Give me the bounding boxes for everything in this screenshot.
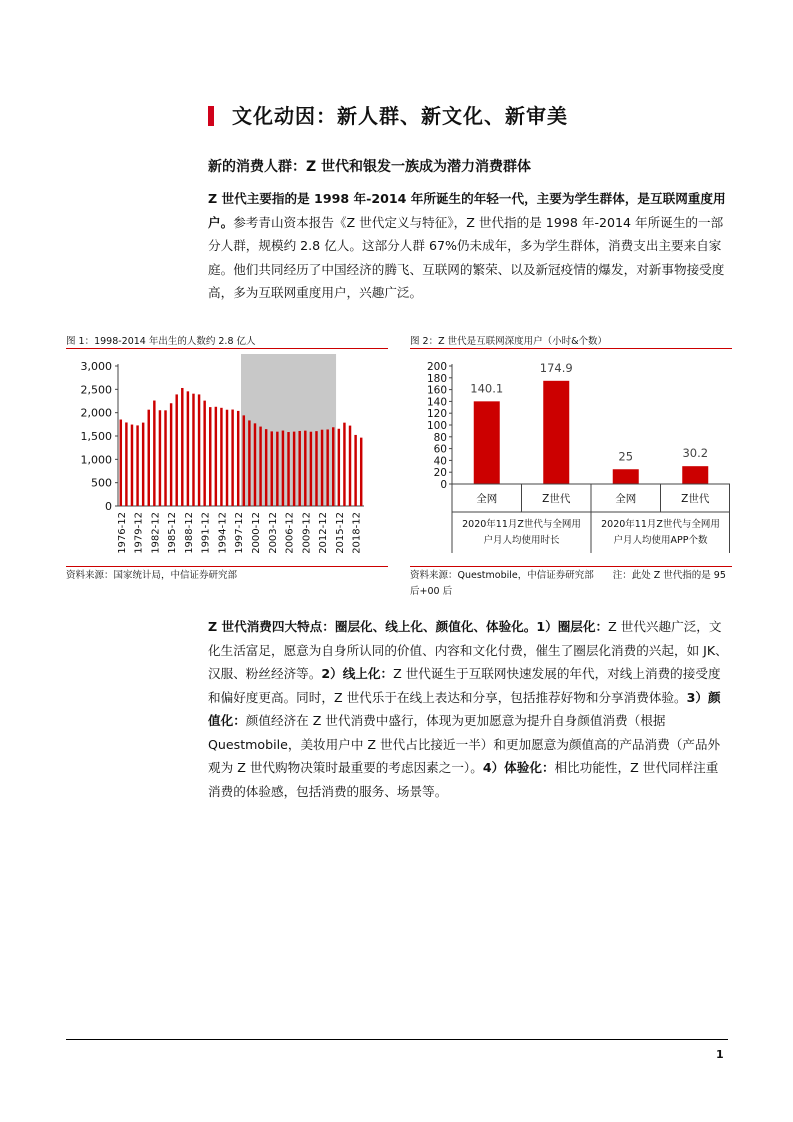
- y-tick-label: 20: [433, 467, 447, 480]
- y-tick-label: 160: [426, 384, 447, 397]
- figure1-source: 资料来源：国家统计局，中信证券研究部: [66, 570, 238, 581]
- page-number: 1: [716, 1048, 724, 1061]
- features-lead: Z 世代消费四大特点：圈层化、线上化、颜值化、体验化。1）圈层化：: [208, 619, 609, 634]
- y-tick-label: 0: [440, 479, 447, 491]
- bar-1978: [131, 425, 133, 506]
- bar-2008: [298, 431, 300, 506]
- bar-2001: [259, 427, 261, 506]
- x-tick-label: 1988-12: [183, 512, 195, 554]
- bar-1999: [248, 420, 250, 506]
- bar-2013: [326, 429, 328, 506]
- group-label-line2: 户月人均使用时长: [483, 535, 560, 546]
- y-tick-label: 80: [433, 431, 447, 444]
- x-tick-label: 2006-12: [284, 512, 296, 554]
- feature-2-text: Z 世代诞生于互联网快速发展的年代，对线上消费的接受度和偏好度更高。同时，Z 世代乐于在线上表达和分享，包括推荐好物和分享消费体验。: [208, 666, 721, 705]
- feature-4-key: 4）体验化：: [482, 760, 555, 775]
- bar-1: [543, 381, 569, 484]
- y-tick-label: 2,500: [80, 383, 112, 397]
- x-category-label: Z世代: [542, 493, 571, 505]
- subsection-title: 新的消费人群：Z 世代和银发一族成为潜力消费群体: [208, 159, 532, 175]
- figure1-title: 图 1：1998-2014 年出生的人数约 2.8 亿人: [66, 336, 256, 347]
- bar-1990: [198, 394, 200, 506]
- x-tick-label: 2000-12: [250, 512, 262, 554]
- feature-3-text: 颜值经济在 Z 世代消费中盛行，体现为更加愿意为提升自身颜值消费（根据 Questmobile，美妆用户中 Z 世代占比接近一半）和更加愿意为颜值高的产品消费（产品外观为 Z 世代购物决策时最重要的考虑因素之一）。: [208, 713, 721, 775]
- x-tick-label: 2012-12: [318, 512, 330, 554]
- paragraph-four-features: [208, 615, 728, 803]
- bar-1992: [209, 407, 211, 506]
- group-label-line1: 2020年11月Z世代与全网用: [601, 519, 720, 530]
- bar-1985: [170, 403, 172, 506]
- bar-1986: [175, 394, 177, 506]
- x-tick-label: 2018-12: [351, 512, 363, 554]
- y-tick-label: 40: [433, 455, 447, 468]
- bar-1998: [243, 415, 245, 506]
- x-tick-label: 2003-12: [267, 512, 279, 554]
- y-tick-label: 1,500: [80, 430, 112, 443]
- bar-1979: [136, 425, 138, 506]
- bar-2011: [315, 431, 317, 506]
- bar-2014: [332, 427, 334, 506]
- bar-3: [682, 466, 708, 484]
- bar-2019: [360, 438, 362, 506]
- bar-1980: [142, 423, 144, 506]
- x-category-label: 全网: [476, 493, 498, 505]
- x-tick-label: 1994-12: [217, 512, 229, 554]
- bar-1977: [125, 422, 127, 506]
- feature-4-text: 相比功能性，Z 世代同样注重消费的体验感，包括消费的服务、场景等。: [208, 760, 719, 799]
- section-title: 文化动因：新人群、新文化、新审美: [232, 104, 568, 128]
- bar-2012: [321, 430, 323, 506]
- x-tick-label: 1979-12: [133, 512, 145, 554]
- bar-1988: [187, 391, 189, 506]
- paragraph-lead: Z 世代主要指的是 1998 年-2014 年所诞生的年轻一代，主要为学生群体，是互联网重度用户。: [208, 191, 726, 230]
- paragraph-z-generation: [208, 187, 728, 305]
- figure1-top-rule: [66, 348, 388, 349]
- x-category-label: 全网: [615, 493, 637, 505]
- y-tick-label: 1,000: [80, 453, 112, 467]
- paragraph-body: 参考青山资本报告《Z 世代定义与特征》，Z 世代指的是 1998 年-2014 年所诞生的一部分人群，规模约 2.8 亿人。这部分人群 67%仍未成年，多为学生群体，消费支出主要来自家庭。他们共同经历了中国经济的腾飞、互联网的繁荣、以及新冠疫情的爆发，对新事物接受度高，多为互联网重度用户，兴趣广泛。: [208, 214, 725, 300]
- feature-3-key: 3）颜值化：: [208, 689, 721, 728]
- bar-1991: [203, 401, 205, 506]
- bar-2010: [310, 432, 312, 506]
- bar-2: [613, 469, 639, 484]
- data-label: 174.9: [539, 360, 573, 375]
- data-label: 25: [618, 449, 634, 464]
- bar-0: [474, 401, 500, 484]
- data-label: 30.2: [682, 446, 709, 461]
- bar-1984: [164, 410, 166, 506]
- group-label-line2: 户月人均使用APP个数: [613, 535, 708, 546]
- bar-1996: [231, 410, 233, 506]
- bar-2015: [338, 429, 340, 506]
- bar-1983: [159, 410, 161, 506]
- figure2-source: 资料来源：Questmobile，中信证券研究部 注：此处 Z 世代指的是 95 后+00 后: [410, 570, 726, 597]
- bar-1981: [148, 410, 150, 506]
- y-tick-label: 120: [426, 408, 447, 421]
- figure2-title: 图 2：Z 世代是互联网深度用户（小时&个数）: [410, 336, 608, 347]
- x-tick-label: 2015-12: [334, 512, 346, 554]
- y-tick-label: 2,000: [80, 406, 112, 420]
- y-tick-label: 200: [426, 361, 447, 373]
- bar-1976: [120, 420, 122, 506]
- figure1-bottom-rule: [66, 566, 388, 567]
- bar-1989: [192, 394, 194, 506]
- figure2-bottom-rule: [410, 566, 732, 567]
- figure2-chart: [410, 352, 732, 564]
- x-tick-label: 1991-12: [200, 512, 212, 554]
- figure1-chart: [66, 352, 388, 564]
- group-label-line1: 2020年11月Z世代与全网用: [462, 519, 581, 530]
- feature-2-key: 2）线上化：: [321, 666, 394, 681]
- figure2-top-rule: [410, 348, 732, 349]
- bar-2000: [254, 423, 256, 506]
- bar-2004: [276, 432, 278, 506]
- x-tick-label: 1997-12: [234, 512, 246, 554]
- bar-2017: [349, 426, 351, 506]
- y-tick-label: 140: [426, 396, 447, 409]
- x-tick-label: 1982-12: [150, 512, 162, 554]
- y-tick-label: 180: [426, 372, 447, 385]
- bar-1997: [237, 411, 239, 506]
- feature-1-text: Z 世代兴趣广泛，文化生活富足，愿意为自身所认同的价值、内容和文化付费，催生了圈层化消费的兴起，如 JK、汉服、粉丝经济等。: [208, 619, 728, 681]
- x-tick-label: 2009-12: [301, 512, 313, 554]
- section-marker: [208, 106, 214, 126]
- y-tick-label: 3,000: [80, 360, 112, 373]
- data-label: 140.1: [470, 381, 504, 396]
- y-tick-label: 100: [426, 420, 447, 432]
- bar-2002: [265, 429, 267, 506]
- bar-2018: [354, 435, 356, 506]
- bar-2003: [271, 431, 273, 506]
- footer-rule: [66, 1039, 728, 1040]
- bar-2005: [282, 431, 284, 506]
- bar-1995: [226, 410, 228, 506]
- bar-2006: [287, 432, 289, 506]
- bar-1994: [220, 408, 222, 506]
- y-tick-label: 500: [91, 476, 112, 490]
- x-tick-label: 1985-12: [167, 512, 179, 554]
- bar-1987: [181, 388, 183, 506]
- bar-2007: [293, 432, 295, 506]
- x-tick-label: 1976-12: [116, 512, 128, 554]
- bar-1993: [215, 407, 217, 506]
- bar-2009: [304, 431, 306, 506]
- bar-1982: [153, 401, 155, 506]
- x-category-label: Z世代: [681, 493, 710, 505]
- y-tick-label: 0: [105, 500, 112, 513]
- bar-2016: [343, 423, 345, 506]
- y-tick-label: 60: [433, 443, 447, 456]
